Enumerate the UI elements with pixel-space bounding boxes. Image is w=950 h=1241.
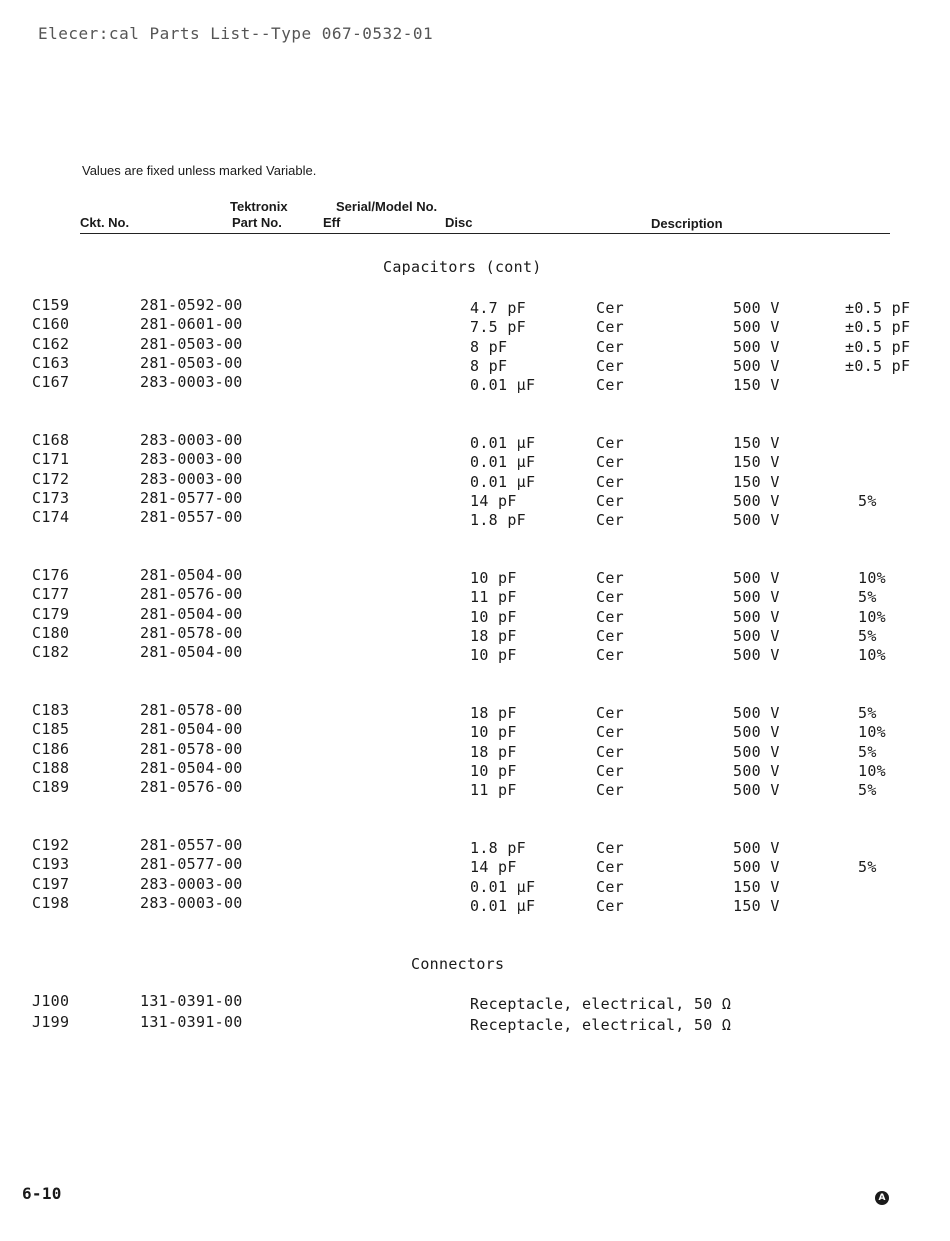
type-cell: Cer bbox=[596, 896, 624, 915]
table-row bbox=[0, 431, 950, 450]
part-no-cell: 283-0003-00 bbox=[140, 874, 243, 893]
voltage-cell: 150 V bbox=[733, 453, 780, 472]
revision-mark-icon: A bbox=[875, 1191, 889, 1205]
column-header-part-no: Part No. bbox=[232, 215, 282, 230]
tolerance-cell: 5% bbox=[858, 588, 877, 607]
part-no-cell: 281-0577-00 bbox=[140, 855, 243, 874]
tolerance-cell: 10% bbox=[858, 607, 886, 626]
type-cell: Cer bbox=[596, 742, 624, 761]
ckt-no-cell: J199 bbox=[32, 1013, 70, 1031]
table-row bbox=[0, 489, 950, 508]
voltage-cell: 500 V bbox=[733, 742, 780, 761]
column-header-disc: Disc bbox=[445, 215, 473, 230]
value-cell: 10 pF bbox=[470, 723, 517, 742]
value-cell: 10 pF bbox=[470, 607, 517, 626]
type-cell: Cer bbox=[596, 781, 624, 800]
value-cell: 11 pF bbox=[470, 781, 517, 800]
ckt-no-cell: C162 bbox=[32, 334, 70, 353]
ckt-no-cell: C197 bbox=[32, 874, 70, 893]
value-cell: 1.8 pF bbox=[470, 839, 526, 857]
voltage-cell: 500 V bbox=[733, 839, 780, 857]
voltage-cell: 500 V bbox=[733, 781, 780, 800]
voltage-cell: 500 V bbox=[733, 511, 780, 530]
value-cell: 0.01 μF bbox=[470, 896, 536, 915]
type-cell: Cer bbox=[596, 299, 624, 317]
description-cell: Receptacle, electrical, 50 Ω bbox=[470, 1016, 732, 1034]
voltage-cell: 150 V bbox=[733, 376, 780, 395]
part-no-cell: 281-0576-00 bbox=[140, 778, 243, 797]
tolerance-cell: 10% bbox=[858, 723, 886, 742]
voltage-cell: 500 V bbox=[733, 646, 780, 665]
value-cell: 18 pF bbox=[470, 626, 517, 645]
value-cell: 10 pF bbox=[470, 646, 517, 665]
ckt-no-cell: C180 bbox=[32, 623, 70, 642]
part-no-cell: 283-0003-00 bbox=[140, 893, 243, 912]
ckt-no-cell: C198 bbox=[32, 893, 70, 912]
part-no-cell: 281-0503-00 bbox=[140, 334, 243, 353]
tolerance-cell: 5% bbox=[858, 491, 877, 510]
ckt-no-cell: C182 bbox=[32, 643, 70, 662]
table-row bbox=[0, 296, 950, 315]
value-cell: 18 pF bbox=[470, 704, 517, 722]
part-no-cell: 281-0578-00 bbox=[140, 623, 243, 642]
type-cell: Cer bbox=[596, 626, 624, 645]
type-cell: Cer bbox=[596, 376, 624, 395]
value-cell: 10 pF bbox=[470, 569, 517, 587]
value-cell: 14 pF bbox=[470, 858, 517, 877]
part-no-cell: 281-0504-00 bbox=[140, 566, 243, 584]
ckt-no-cell: C168 bbox=[32, 431, 70, 449]
part-no-cell: 281-0601-00 bbox=[140, 315, 243, 334]
part-no-cell: 283-0003-00 bbox=[140, 469, 243, 488]
document-header-title: Elecer:cal Parts List--Type 067-0532-01 bbox=[38, 24, 434, 43]
table-row bbox=[0, 373, 950, 395]
table-row bbox=[0, 836, 950, 855]
ckt-no-cell: C174 bbox=[32, 508, 70, 527]
ckt-no-cell: C186 bbox=[32, 739, 70, 758]
tolerance-cell: 5% bbox=[858, 626, 877, 645]
voltage-cell: 500 V bbox=[733, 588, 780, 607]
type-cell: Cer bbox=[596, 877, 624, 896]
type-cell: Cer bbox=[596, 491, 624, 510]
part-no-cell: 283-0003-00 bbox=[140, 431, 243, 449]
voltage-cell: 500 V bbox=[733, 569, 780, 587]
value-cell: 4.7 pF bbox=[470, 299, 526, 317]
value-cell: 0.01 μF bbox=[470, 434, 536, 452]
tolerance-cell: 10% bbox=[858, 646, 886, 665]
voltage-cell: 500 V bbox=[733, 704, 780, 722]
table-row bbox=[0, 508, 950, 530]
part-no-cell: 281-0503-00 bbox=[140, 353, 243, 372]
tolerance-cell: ±0.5 pF bbox=[845, 356, 911, 375]
table-row bbox=[0, 566, 950, 585]
part-no-cell: 281-0576-00 bbox=[140, 585, 243, 604]
ckt-no-cell: C192 bbox=[32, 836, 70, 854]
part-no-cell: 131-0391-00 bbox=[140, 1013, 243, 1031]
ckt-no-cell: C171 bbox=[32, 450, 70, 469]
part-no-cell: 281-0557-00 bbox=[140, 508, 243, 527]
tolerance-cell: 10% bbox=[858, 569, 886, 587]
value-cell: 0.01 μF bbox=[470, 877, 536, 896]
ckt-no-cell: C160 bbox=[32, 315, 70, 334]
type-cell: Cer bbox=[596, 607, 624, 626]
value-cell: 18 pF bbox=[470, 742, 517, 761]
type-cell: Cer bbox=[596, 511, 624, 530]
table-row bbox=[0, 354, 950, 373]
ckt-no-cell: C188 bbox=[32, 758, 70, 777]
ckt-no-cell: C176 bbox=[32, 566, 70, 584]
value-cell: 14 pF bbox=[470, 491, 517, 510]
ckt-no-cell: J100 bbox=[32, 992, 70, 1010]
tolerance-cell: 5% bbox=[858, 858, 877, 877]
voltage-cell: 150 V bbox=[733, 877, 780, 896]
table-row bbox=[0, 643, 950, 665]
ckt-no-cell: C179 bbox=[32, 604, 70, 623]
ckt-no-cell: C193 bbox=[32, 855, 70, 874]
table-row bbox=[0, 778, 950, 800]
section-title-connectors: Connectors bbox=[411, 955, 505, 973]
column-header-ckt-no: Ckt. No. bbox=[80, 215, 130, 230]
ckt-no-cell: C159 bbox=[32, 296, 70, 314]
part-no-cell: 281-0557-00 bbox=[140, 836, 243, 854]
type-cell: Cer bbox=[596, 318, 624, 337]
ckt-no-cell: C189 bbox=[32, 778, 70, 797]
header-rule bbox=[80, 233, 890, 234]
voltage-cell: 500 V bbox=[733, 607, 780, 626]
table-row bbox=[0, 759, 950, 778]
table-row bbox=[0, 470, 950, 489]
column-header-serial-model: Serial/Model No. bbox=[336, 199, 438, 214]
tolerance-cell: ±0.5 pF bbox=[845, 337, 911, 356]
value-cell: 11 pF bbox=[470, 588, 517, 607]
table-row bbox=[0, 1013, 950, 1032]
voltage-cell: 500 V bbox=[733, 761, 780, 780]
value-cell: 10 pF bbox=[470, 761, 517, 780]
type-cell: Cer bbox=[596, 356, 624, 375]
ckt-no-cell: C185 bbox=[32, 720, 70, 739]
part-no-cell: 281-0504-00 bbox=[140, 643, 243, 662]
type-cell: Cer bbox=[596, 839, 624, 857]
type-cell: Cer bbox=[596, 588, 624, 607]
type-cell: Cer bbox=[596, 761, 624, 780]
type-cell: Cer bbox=[596, 704, 624, 722]
ckt-no-cell: C173 bbox=[32, 488, 70, 507]
ckt-no-cell: C183 bbox=[32, 701, 70, 719]
tolerance-cell: ±0.5 pF bbox=[845, 299, 911, 317]
table-row bbox=[0, 740, 950, 759]
voltage-cell: 500 V bbox=[733, 356, 780, 375]
voltage-cell: 500 V bbox=[733, 318, 780, 337]
tolerance-cell: 10% bbox=[858, 761, 886, 780]
values-note: Values are fixed unless marked Variable. bbox=[82, 163, 317, 178]
part-no-cell: 281-0577-00 bbox=[140, 488, 243, 507]
table-row bbox=[0, 992, 950, 1011]
type-cell: Cer bbox=[596, 723, 624, 742]
column-header-tektronix: Tektronix bbox=[230, 199, 288, 214]
value-cell: 8 pF bbox=[470, 356, 508, 375]
tolerance-cell: 5% bbox=[858, 781, 877, 800]
table-row bbox=[0, 875, 950, 894]
table-row bbox=[0, 450, 950, 472]
part-no-cell: 281-0504-00 bbox=[140, 604, 243, 623]
type-cell: Cer bbox=[596, 453, 624, 472]
voltage-cell: 150 V bbox=[733, 434, 780, 452]
value-cell: 7.5 pF bbox=[470, 318, 526, 337]
description-cell: Receptacle, electrical, 50 Ω bbox=[470, 995, 732, 1013]
value-cell: 1.8 pF bbox=[470, 511, 526, 530]
type-cell: Cer bbox=[596, 337, 624, 356]
part-no-cell: 283-0003-00 bbox=[140, 373, 243, 392]
table-row bbox=[0, 720, 950, 742]
table-row bbox=[0, 701, 950, 720]
part-no-cell: 283-0003-00 bbox=[140, 450, 243, 469]
voltage-cell: 500 V bbox=[733, 626, 780, 645]
part-no-cell: 281-0578-00 bbox=[140, 739, 243, 758]
table-row bbox=[0, 624, 950, 643]
ckt-no-cell: C163 bbox=[32, 353, 70, 372]
ckt-no-cell: C167 bbox=[32, 373, 70, 392]
voltage-cell: 150 V bbox=[733, 896, 780, 915]
part-no-cell: 281-0504-00 bbox=[140, 758, 243, 777]
value-cell: 0.01 μF bbox=[470, 453, 536, 472]
voltage-cell: 500 V bbox=[733, 858, 780, 877]
part-no-cell: 281-0592-00 bbox=[140, 296, 243, 314]
section-title-capacitors: Capacitors (cont) bbox=[383, 258, 542, 276]
table-row bbox=[0, 605, 950, 624]
type-cell: Cer bbox=[596, 858, 624, 877]
ckt-no-cell: C177 bbox=[32, 585, 70, 604]
type-cell: Cer bbox=[596, 434, 624, 452]
type-cell: Cer bbox=[596, 569, 624, 587]
tolerance-cell: 5% bbox=[858, 742, 877, 761]
table-row bbox=[0, 855, 950, 877]
ckt-no-cell: C172 bbox=[32, 469, 70, 488]
tolerance-cell: ±0.5 pF bbox=[845, 318, 911, 337]
value-cell: 0.01 μF bbox=[470, 376, 536, 395]
value-cell: 0.01 μF bbox=[470, 472, 536, 491]
table-row bbox=[0, 335, 950, 354]
table-row bbox=[0, 894, 950, 913]
column-header-description: Description bbox=[651, 216, 723, 231]
value-cell: 8 pF bbox=[470, 337, 508, 356]
part-no-cell: 281-0578-00 bbox=[140, 701, 243, 719]
table-row bbox=[0, 315, 950, 337]
voltage-cell: 150 V bbox=[733, 472, 780, 491]
voltage-cell: 500 V bbox=[733, 337, 780, 356]
voltage-cell: 500 V bbox=[733, 491, 780, 510]
voltage-cell: 500 V bbox=[733, 299, 780, 317]
voltage-cell: 500 V bbox=[733, 723, 780, 742]
type-cell: Cer bbox=[596, 472, 624, 491]
part-no-cell: 281-0504-00 bbox=[140, 720, 243, 739]
table-row bbox=[0, 585, 950, 607]
column-header-eff: Eff bbox=[323, 215, 341, 230]
page-number: 6-10 bbox=[22, 1184, 62, 1203]
part-no-cell: 131-0391-00 bbox=[140, 992, 243, 1010]
type-cell: Cer bbox=[596, 646, 624, 665]
tolerance-cell: 5% bbox=[858, 704, 877, 722]
